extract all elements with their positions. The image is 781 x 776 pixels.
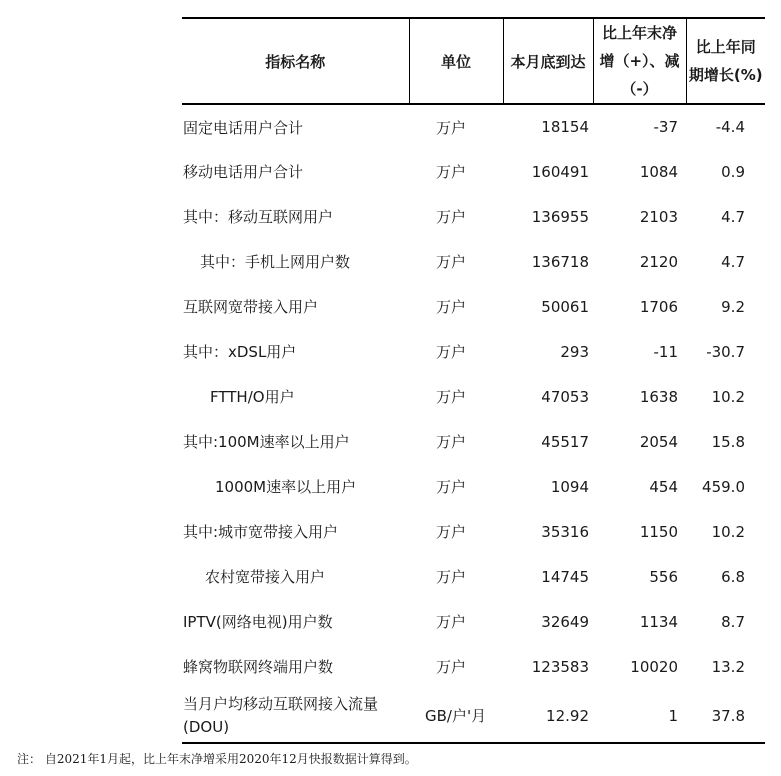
indicator-name: 蜂窝物联网终端用户数: [183, 658, 334, 676]
header-month-end-value: 本月底到达: [503, 18, 593, 104]
indicator-name: 1000M速率以上用户: [215, 478, 357, 496]
table-row: [182, 239, 765, 284]
value-cell: 160491: [531, 162, 589, 181]
header-net-change: 比上年末净增（+）、减（-）: [593, 18, 686, 104]
yoy-cell: -4.4: [715, 118, 745, 136]
indicator-name: 固定电话用户合计: [183, 118, 304, 137]
unit-cell: 万户: [436, 208, 467, 226]
value-cell: 18154: [541, 118, 589, 136]
table-header-row: [182, 18, 765, 104]
net-change-cell: 1134: [639, 612, 678, 631]
value-cell: 293: [560, 342, 589, 361]
value-cell: 136718: [531, 252, 589, 271]
value-cell: 136955: [531, 207, 589, 226]
indicator-name: 其中:100M速率以上用户: [183, 433, 350, 451]
table-row: [182, 194, 765, 239]
net-change-cell: 1: [593, 689, 686, 743]
net-change-cell: 10020: [630, 657, 678, 676]
yoy-cell: 8.7: [721, 612, 745, 631]
table-row: [182, 554, 765, 599]
indicator-name: 其中：移动互联网用户: [183, 208, 334, 226]
indicator-name: 当月户均移动互联网接入流量(DOU): [182, 689, 409, 743]
yoy-cell: 6.8: [721, 567, 745, 586]
indicator-name: FTTH/O用户: [210, 388, 295, 406]
yoy-cell: 9.2: [721, 297, 745, 316]
indicator-name: 移动电话用户合计: [183, 163, 304, 181]
header-indicator-name: 指标名称: [182, 18, 409, 104]
value-cell: 50061: [541, 297, 589, 316]
yoy-cell: 4.7: [721, 207, 745, 226]
table-row: [182, 509, 765, 554]
yoy-cell: 15.8: [711, 432, 745, 451]
indicator-name: 其中：xDSL用户: [183, 343, 297, 361]
yoy-cell: 4.7: [721, 252, 745, 271]
table-row: [182, 284, 765, 329]
unit-cell: 万户: [436, 433, 467, 451]
value-cell: 32649: [541, 612, 589, 631]
yoy-cell: 13.2: [711, 657, 745, 676]
net-change-cell: 2103: [639, 207, 678, 226]
net-change-cell: -37: [653, 118, 678, 136]
table-row: [182, 419, 765, 464]
table-row: [182, 374, 765, 419]
value-cell: 1094: [550, 477, 589, 496]
indicator-name: 农村宽带接入用户: [205, 568, 326, 586]
table-row: [182, 689, 765, 743]
unit-cell: 万户: [436, 568, 467, 586]
table-row: [182, 149, 765, 194]
unit-cell: 万户: [436, 298, 467, 316]
indicator-name: IPTV(网络电视)用户数: [183, 613, 333, 631]
unit-cell: 万户: [436, 343, 467, 361]
table-row: [182, 644, 765, 689]
table-row: [182, 104, 765, 149]
net-change-cell: 454: [649, 477, 678, 496]
net-change-cell: 1150: [639, 522, 678, 541]
net-change-cell: 2120: [639, 252, 678, 271]
net-change-cell: 556: [649, 567, 678, 586]
footnote: 注： 自2021年1月起，比上年末净增采用2020年12月快报数据计算得到。: [17, 752, 417, 766]
yoy-cell: 37.8: [686, 689, 765, 743]
indicator-name: 其中:城市宽带接入用户: [183, 523, 339, 541]
unit-cell: 万户: [436, 388, 467, 406]
net-change-cell: 2054: [639, 432, 678, 451]
value-cell: 45517: [541, 432, 589, 451]
header-yoy-growth: 比上年同期增长(%): [686, 18, 765, 104]
unit-cell: 万户: [436, 253, 467, 271]
table-row: [182, 464, 765, 509]
value-cell: 14745: [541, 567, 589, 586]
net-change-cell: -11: [653, 342, 678, 361]
indicator-name: 其中：手机上网用户数: [200, 253, 351, 271]
table-row: [182, 329, 765, 374]
unit-cell: 万户: [436, 163, 467, 181]
table-row: [182, 599, 765, 644]
yoy-cell: -30.7: [706, 342, 745, 361]
value-cell: 123583: [531, 657, 589, 676]
unit-cell: 万户: [436, 613, 467, 631]
unit-cell: 万户: [436, 523, 467, 541]
net-change-cell: 1638: [639, 387, 678, 406]
yoy-cell: 459.0: [702, 477, 745, 496]
unit-cell: 万户: [436, 118, 467, 137]
net-change-cell: 1084: [639, 162, 678, 181]
net-change-cell: 1706: [639, 297, 678, 316]
unit-cell: 万户: [436, 478, 467, 496]
value-cell: 35316: [541, 522, 589, 541]
header-unit: 单位: [409, 18, 503, 104]
yoy-cell: 0.9: [721, 162, 745, 181]
unit-cell: GB/户'月: [409, 689, 503, 743]
unit-cell: 万户: [436, 658, 467, 676]
yoy-cell: 10.2: [711, 522, 745, 541]
indicator-name: 互联网宽带接入用户: [183, 298, 319, 316]
value-cell: 47053: [541, 387, 589, 406]
yoy-cell: 10.2: [711, 387, 745, 406]
value-cell: 12.92: [503, 689, 593, 743]
telecom-stats-table: [182, 17, 765, 744]
